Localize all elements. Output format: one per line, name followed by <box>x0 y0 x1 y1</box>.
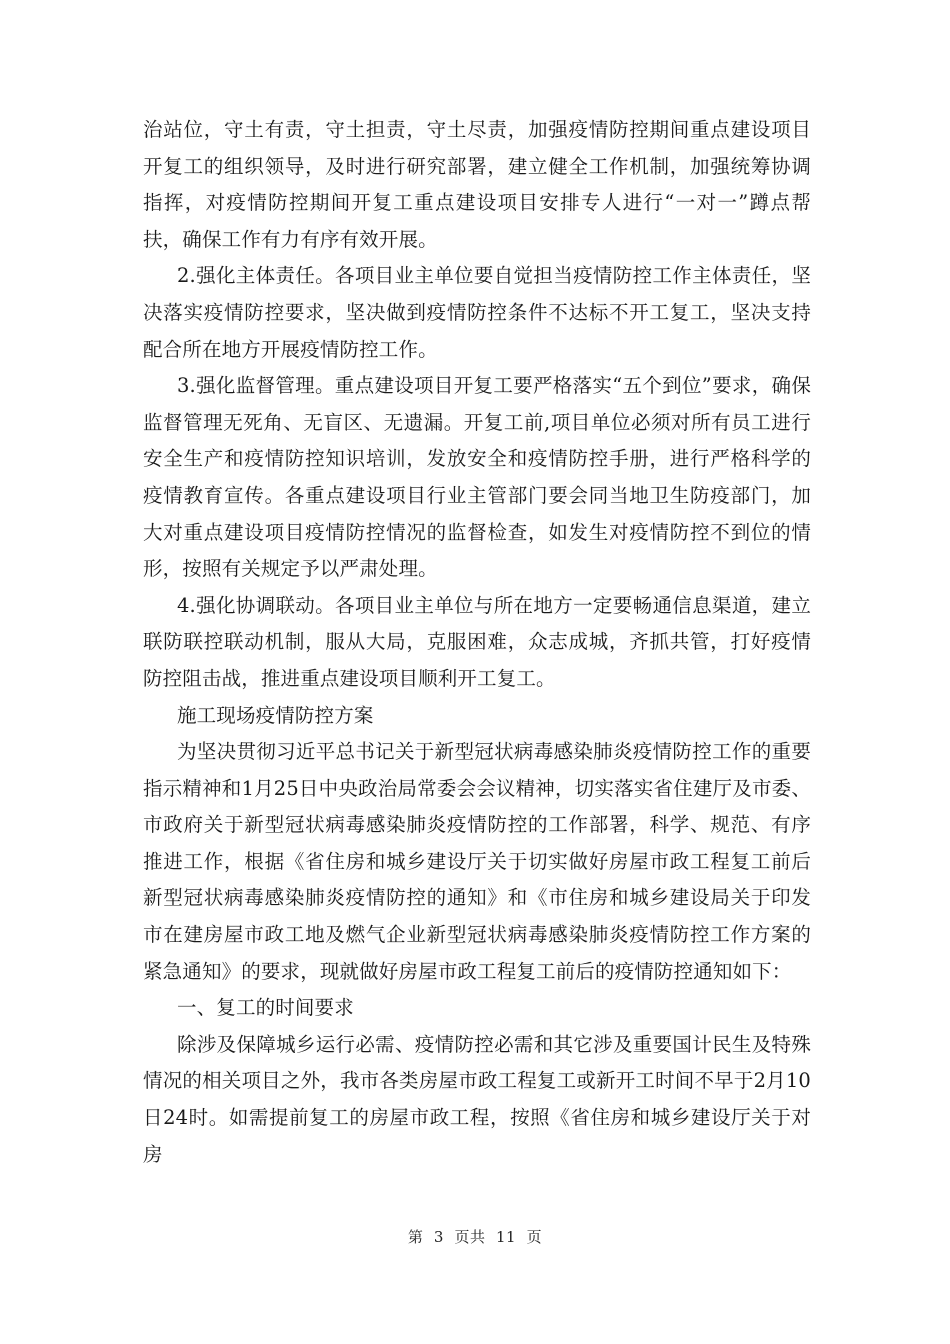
paragraph-1: 治站位，守土有责，守土担责，守土尽责，加强疫情防控期间重点建设项目开复工的组织领导，及时进行研究部署，建立健全工作机制，加强统筹协调指挥，对疫情防控期间开复工重点建设项目安排专人进行“一对一”蹲点帮扶，确保工作有力有序有效开展。 <box>143 118 811 251</box>
page-footer <box>0 1226 950 1247</box>
paragraph-4: 4.强化协调联动。各项目业主单位与所在地方一定要畅通信息渠道，建立联防联控联动机制，服从大局，克服困难，众志成城，齐抓共管，打好疫情防控阻击战，推进重点建设项目顺利开工复工。 <box>143 593 811 690</box>
section-title: 施工现场疫情防控方案 <box>177 703 374 727</box>
section-heading: 一、复工的时间要求 <box>177 996 354 1020</box>
paragraph-6: 为坚决贯彻习近平总书记关于新型冠状病毒感染肺炎疫情防控工作的重要指示精神和1月25日中央政治局常委会会议精神，切实落实省住建厅及市委、市政府关于新型冠状病毒感染肺炎疫情防控的工作部署，科学、规范、有序推进工作，根据《省住房和城乡建设厅关于切实做好房屋市政工程复工前后新型冠状病毒感染肺炎疫情防控的通知》和《市住房和城乡建设局关于印发市在建房屋市政工地及燃气企业新型冠状病毒感染肺炎疫情防控工作方案的紧急通知》的要求，现就做好房屋市政工程复工前后的疫情防控通知如下： <box>143 740 811 983</box>
page-number: 第 3 页共 11 页 <box>407 1228 543 1246</box>
paragraph-8: 除涉及保障城乡运行必需、疫情防控必需和其它涉及重要国计民生及特殊情况的相关项目之外，我市各类房屋市政工程复工或新开工时间不早于2月10日24时。如需提前复工的房屋市政工程，按照《省住房和城乡建设厅关于对房 <box>143 1032 811 1166</box>
document-body <box>143 112 811 1173</box>
paragraph-2: 2.强化主体责任。各项目业主单位要自觉担当疫情防控工作主体责任，坚决落实疫情防控要求，坚决做到疫情防控条件不达标不开工复工，坚决支持配合所在地方开展疫情防控工作。 <box>143 264 811 361</box>
paragraph-3: 3.强化监督管理。重点建设项目开复工要严格落实“五个到位”要求，确保监督管理无死角、无盲区、无遗漏。开复工前,项目单位必须对所有员工进行安全生产和疫情防控知识培训，发放安全和疫情防控手册，进行严格科学的疫情教育宣传。各重点建设项目行业主管部门要会同当地卫生防疫部门，加大对重点建设项目疫情防控情况的监督检查，如发生对疫情防控不到位的情形，按照有关规定予以严肃处理。 <box>143 374 811 581</box>
